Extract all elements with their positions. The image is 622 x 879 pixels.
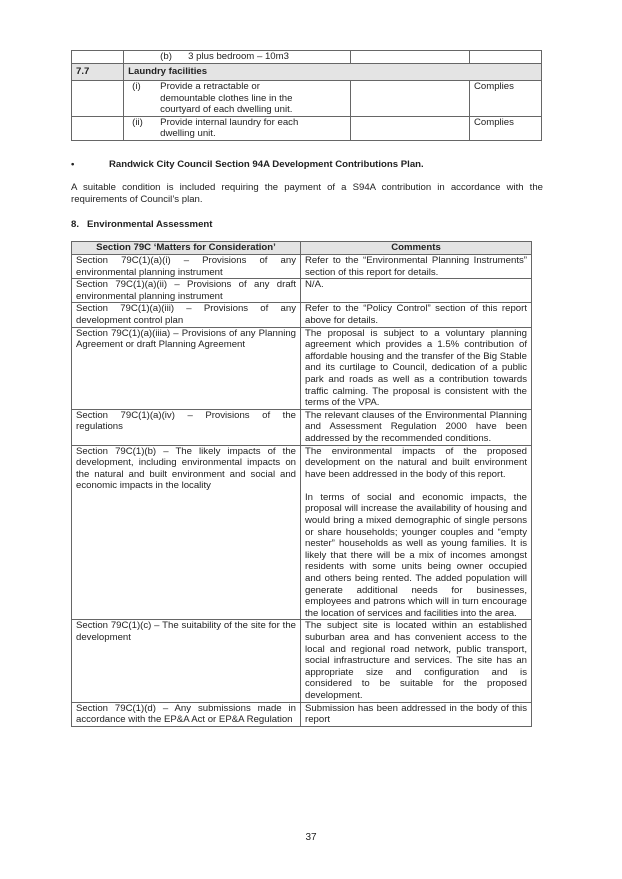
matters-for-consideration-table [71, 241, 532, 727]
column-header: Section 79C ‘Matters for Consideration’ [72, 242, 301, 255]
laundry-requirements-table [71, 50, 542, 141]
comment-cell [301, 409, 532, 445]
matter-cell: Section 79C(1)(b) – The likely impacts of the development, including environmental impacts on the natural and built environment and social and economic impacts in the locality [72, 445, 301, 620]
status-text: Complies [469, 81, 541, 117]
item-label: (ii) [132, 116, 143, 128]
section-number: 7.7 [72, 64, 124, 81]
matter-cell: Section 79C(1)(a)(i) – Provisions of any environmental planning instrument [72, 255, 301, 279]
section-heading: 8. Environmental Assessment [71, 219, 213, 230]
table-row [72, 327, 532, 409]
comment-cell [301, 620, 532, 702]
matter-cell: Section 79C(1)(a)(iiia) – Provisions of any Planning Agreement or draft Planning Agreement [72, 327, 301, 409]
table-row [72, 303, 532, 327]
table-row [72, 81, 542, 117]
bullet-icon: • [71, 159, 75, 170]
status-text: Complies [469, 116, 541, 140]
comment-paragraph: N/A. [305, 279, 324, 291]
comment-paragraph: Submission has been addressed in the body of this report [305, 702, 527, 726]
matter-cell: Section 79C(1)(d) – Any submissions made in accordance with the EP&A Act or EP&A Regulation [72, 702, 301, 726]
item-text: 3 plus bedroom – 10m3 [188, 51, 289, 62]
bullet-item [71, 159, 424, 171]
matter-cell: Section 79C(1)(a)(ii) – Provisions of any draft environmental planning instrument [72, 279, 301, 303]
matter-cell: Section 79C(1)(a)(iv) – Provisions of the regulations [72, 409, 301, 445]
item-label: (i) [132, 81, 141, 92]
table-row [72, 702, 532, 726]
item-text: Provide internal laundry for each dwelling unit. [160, 116, 299, 140]
table-row [72, 620, 532, 702]
comment-paragraph: The subject site is located within an established suburban area and has convenient access to the local and regional road network, public transport, social infrastructure and services. The site has an appropriate size and configuration and is considered to be suitable for the proposed development. [305, 620, 527, 701]
comment-paragraph: The environmental impacts of the proposed development on the natural and built environment have been addressed in the body of this report. [305, 445, 527, 480]
table-row [72, 409, 532, 445]
comment-paragraph: Refer to the “Policy Control” section of this report above for details. [305, 303, 527, 326]
item-label: (b) [160, 51, 172, 62]
comment-cell [301, 255, 532, 279]
section-row [72, 64, 542, 81]
bullet-text: Randwick City Council Section 94A Development Contributions Plan. [109, 159, 424, 170]
comment-paragraph: The proposal is subject to a voluntary planning agreement which provides a 1.5% contribution of affordable housing and the transfer of the Big Stable and its curtilage to Council, dedication of a public park and roads as well as a contribution towards traffic calming. The proposal is consistent with the terms of the VPA. [305, 327, 527, 409]
comment-paragraph: In terms of social and economic impacts, the proposal will increase the availability of housing and would bring a mixed demographic of single persons or share households; younger couples and “empty nester” households as well as young families. It is likely that there will be a mix of incomes amongst residents with some units being owner occupied and others being rented. The added population will generate additional needs for businesses, employees and patrons which will in turn encourage the location of services and facilities into the area. [305, 491, 527, 619]
comment-cell [301, 303, 532, 327]
comment-paragraph: The relevant clauses of the Environmental Planning and Assessment Regulation 2000 have been addressed by the recommended conditions. [305, 409, 527, 444]
body-paragraph: A suitable condition is included requiring the payment of a S94A contribution in accordance with the requirements of Council’s plan. [71, 182, 543, 205]
table-header-row [72, 242, 532, 255]
table-row [72, 279, 532, 303]
column-header: Comments [301, 242, 532, 255]
item-text: Provide a retractable or demountable clothes line in the courtyard of each dwelling unit. [160, 81, 293, 116]
table-row [72, 51, 542, 64]
comment-paragraph: Refer to the “Environmental Planning Instruments” section of this report for details. [305, 255, 527, 278]
section-title: Laundry facilities [124, 64, 542, 81]
comment-cell [301, 279, 532, 303]
comment-cell [301, 445, 532, 620]
table-row [72, 255, 532, 279]
matter-cell: Section 79C(1)(c) – The suitability of the site for the development [72, 620, 301, 702]
page-number: 37 [305, 832, 317, 843]
comment-cell [301, 702, 532, 726]
table-row [72, 445, 532, 620]
comment-cell [301, 327, 532, 409]
matter-cell: Section 79C(1)(a)(iii) – Provisions of any development control plan [72, 303, 301, 327]
table-row [72, 116, 542, 140]
